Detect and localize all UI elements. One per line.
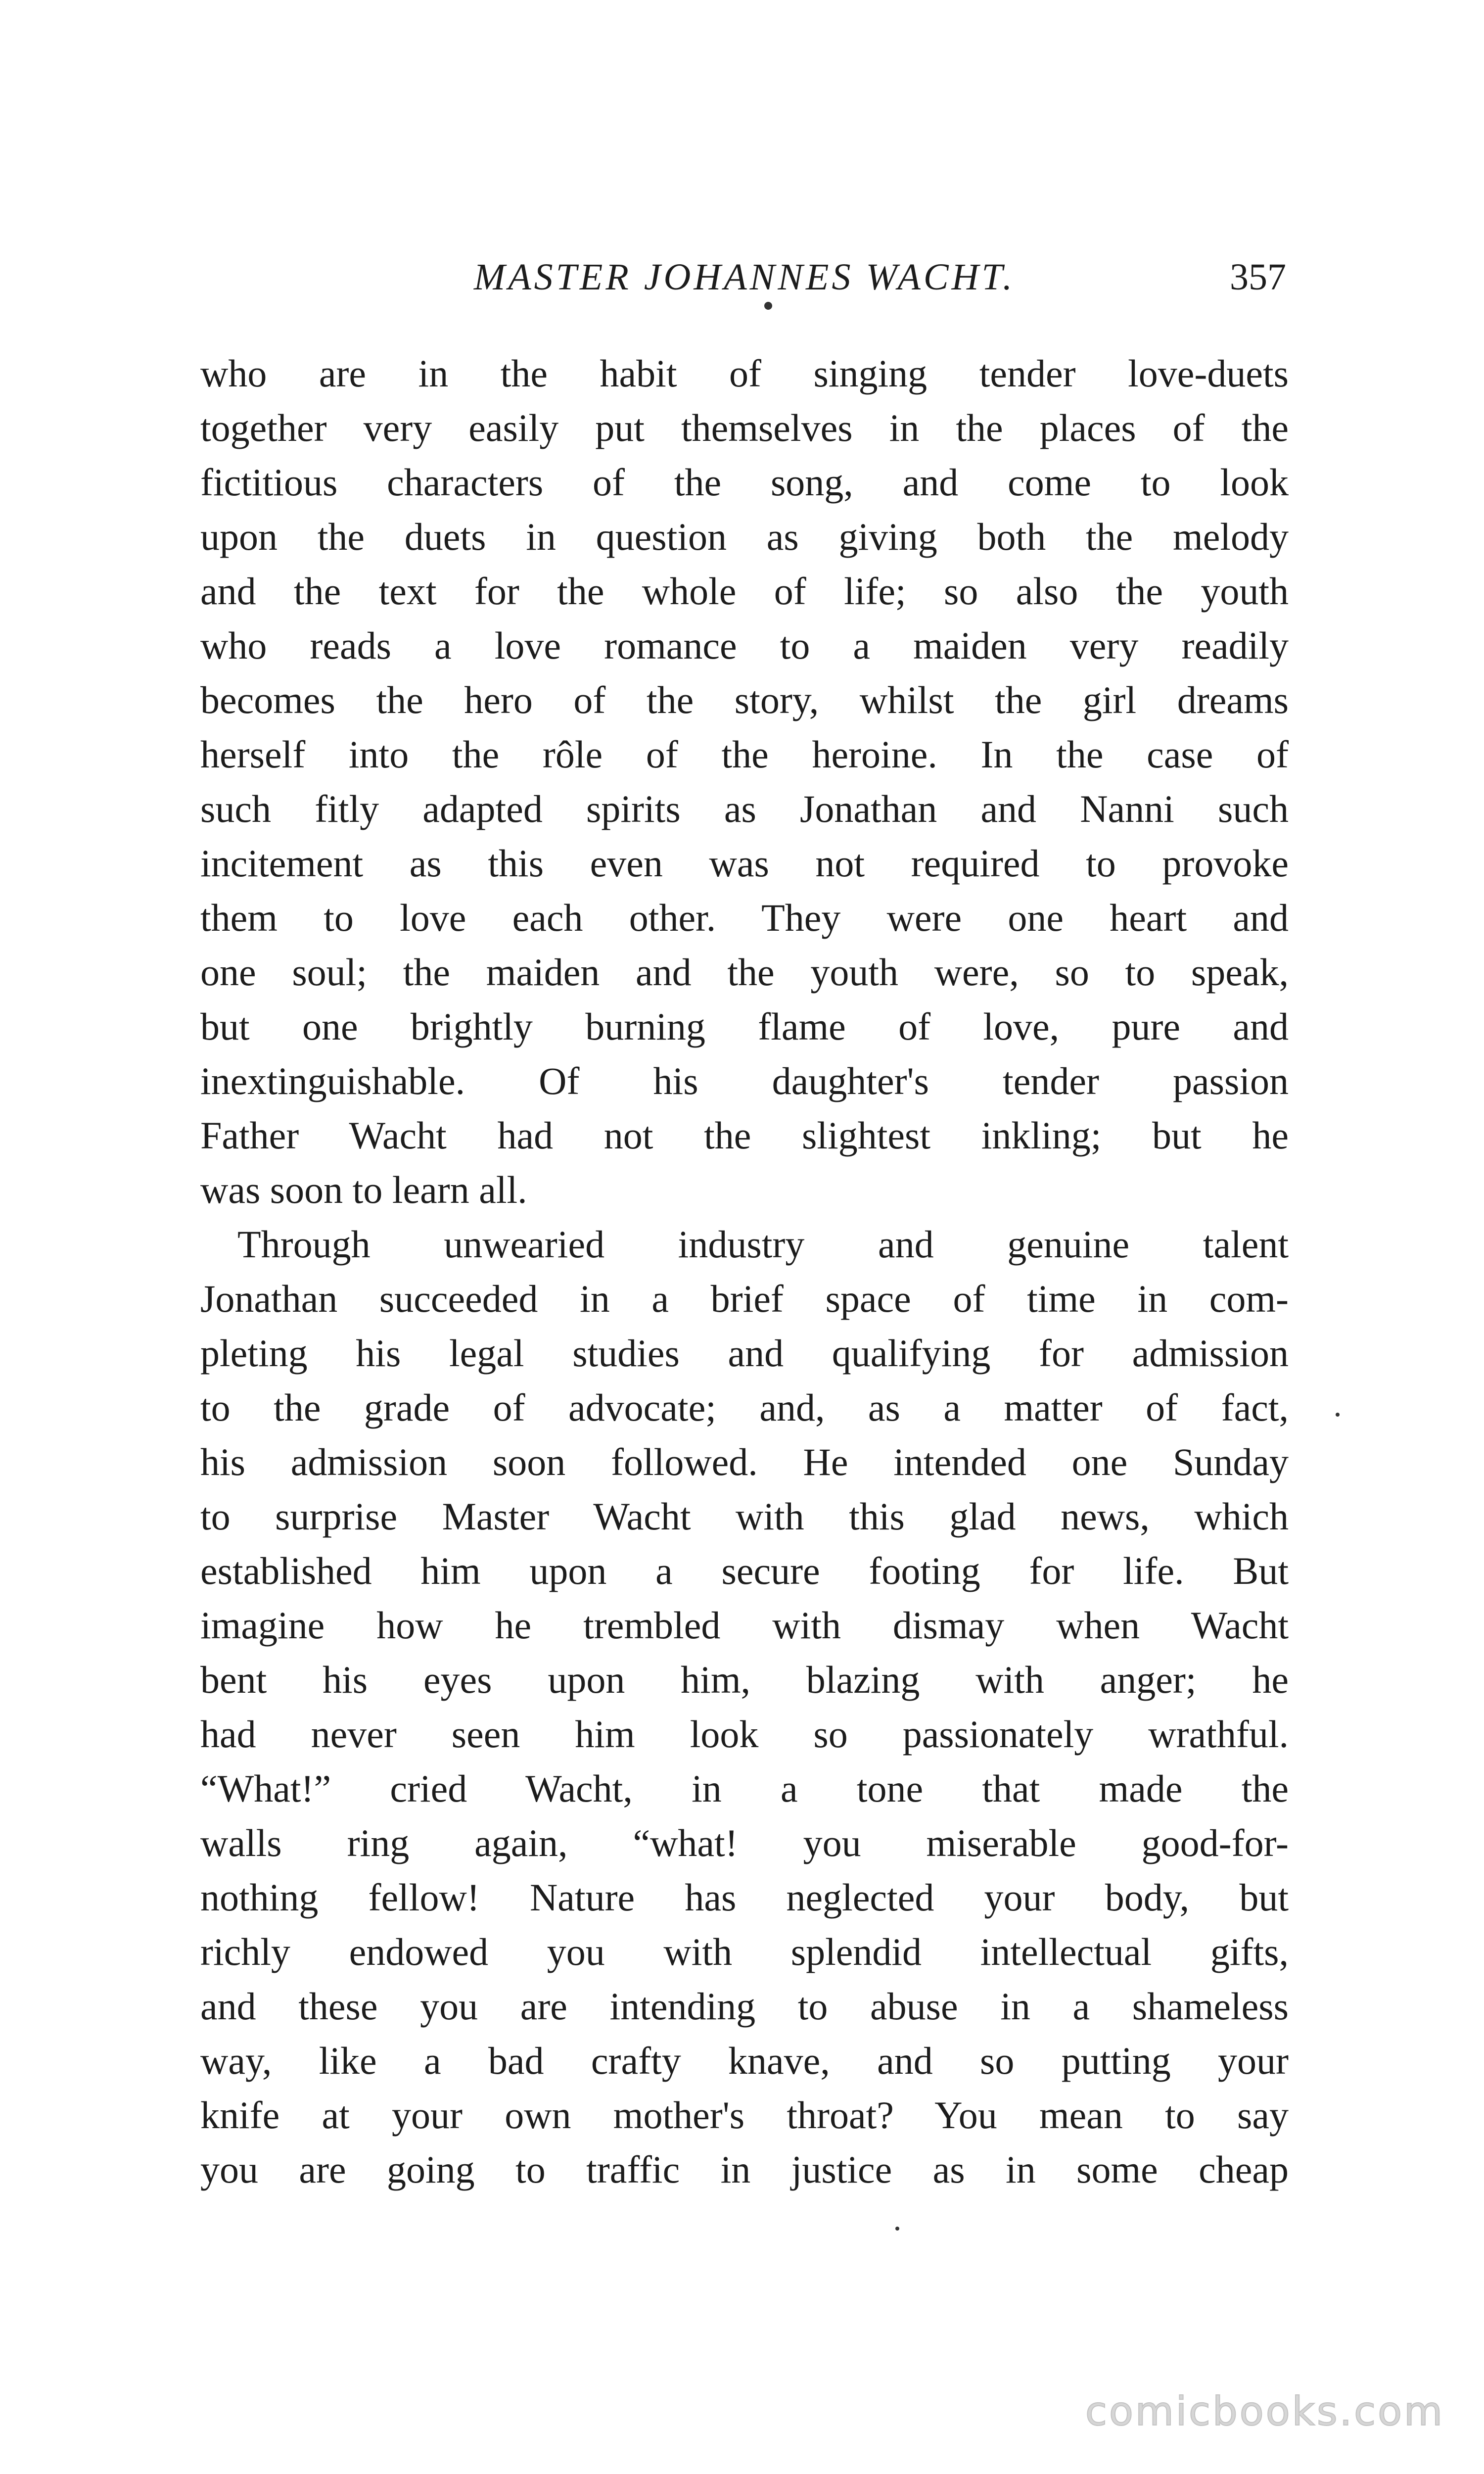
text-line: but one brightly burning flame of love, pure and xyxy=(200,1005,1289,1048)
text-line: to the grade of advocate; and, as a matter of fact, xyxy=(200,1386,1289,1429)
text-line: knife at your own mother's throat? You mean to say xyxy=(200,2093,1289,2137)
paragraph-start-line: Through unwearied industry and genuine talent xyxy=(237,1223,1289,1266)
text-line: who are in the habit of singing tender love-duets xyxy=(200,352,1289,395)
text-line: herself into the rôle of the heroine. In the case of xyxy=(200,733,1289,776)
text-line: you are going to traffic in justice as in some cheap xyxy=(200,2148,1289,2191)
running-title: MASTER JOHANNES WACHT. xyxy=(473,256,1016,298)
text-line: them to love each other. They were one heart and xyxy=(200,896,1289,939)
text-line: and these you are intending to abuse in a shameless xyxy=(200,1985,1289,2028)
running-head xyxy=(203,250,1286,304)
text-line: imagine how he trembled with dismay when Wacht xyxy=(200,1604,1289,1647)
text-line: Father Wacht had not the slightest inkling; but he xyxy=(200,1114,1289,1157)
text-line: who reads a love romance to a maiden very readily xyxy=(200,624,1289,667)
text-line: becomes the hero of the story, whilst the girl dreams xyxy=(200,678,1289,721)
text-line: pleting his legal studies and qualifying for admission xyxy=(200,1332,1289,1375)
text-line: upon the duets in question as giving both the melody xyxy=(200,515,1289,558)
text-line: together very easily put themselves in the places of the xyxy=(200,406,1289,449)
text-line: walls ring again, “what! you miserable good-for- xyxy=(200,1821,1289,1864)
ink-speck xyxy=(764,302,772,310)
text-line: incitement as this even was not required to provoke xyxy=(200,842,1289,885)
text-line: to surprise Master Wacht with this glad news, which xyxy=(200,1495,1289,1538)
text-line: Jonathan succeeded in a brief space of time in com- xyxy=(200,1277,1289,1320)
text-line: had never seen him look so passionately wrathful. xyxy=(200,1713,1289,1756)
body-text xyxy=(200,346,1289,2197)
text-line: fictitious characters of the song, and come to look xyxy=(200,461,1289,504)
text-line: way, like a bad crafty knave, and so putting your xyxy=(200,2039,1289,2082)
text-line: his admission soon followed. He intended one Sunday xyxy=(200,1440,1289,1483)
text-line: and the text for the whole of life; so also the youth xyxy=(200,570,1289,613)
paragraph-end-line: was soon to learn all. xyxy=(200,1168,527,1211)
text-line: nothing fellow! Nature has neglected your body, but xyxy=(200,1876,1289,1919)
text-line: inextinguishable. Of his daughter's tender passion xyxy=(200,1059,1289,1102)
text-line: established him upon a secure footing for life. But xyxy=(200,1549,1289,1592)
ink-speck xyxy=(1336,1413,1340,1417)
text-line: “What!” cried Wacht, in a tone that made the xyxy=(200,1767,1289,1810)
text-line: richly endowed you with splendid intellectual gifts, xyxy=(200,1930,1289,1973)
text-line: bent his eyes upon him, blazing with anger; he xyxy=(200,1658,1289,1701)
text-line: such fitly adapted spirits as Jonathan and Nanni such xyxy=(200,787,1289,830)
text-line: one soul; the maiden and the youth were, so to speak, xyxy=(200,951,1289,994)
watermark: comicbooks.com xyxy=(1085,2388,1444,2434)
page-number: 357 xyxy=(1230,256,1286,298)
ink-speck xyxy=(895,2227,899,2231)
